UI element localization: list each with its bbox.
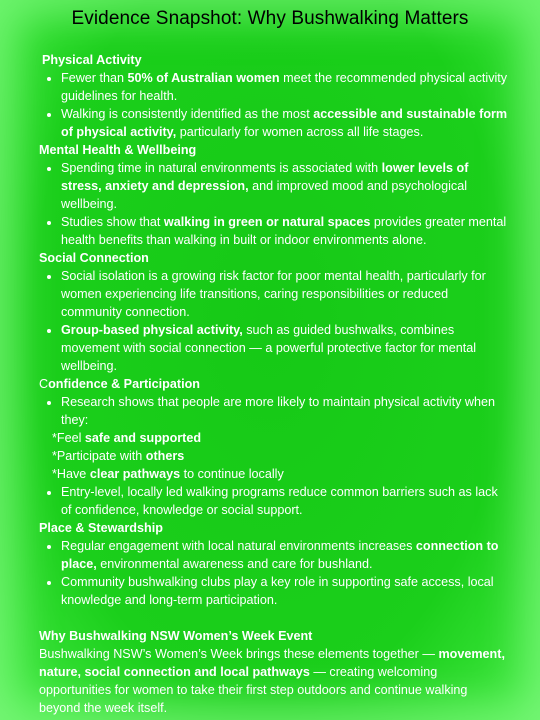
section-confidence-participation	[39, 375, 509, 519]
section-place-stewardship	[39, 519, 509, 609]
bullet-list	[39, 267, 509, 375]
section-heading: Why Bushwalking NSW Women’s Week Event	[39, 629, 313, 643]
list-item: • Research shows that people are more likely to maintain physical activity when they:	[61, 393, 509, 429]
list-item: • Walking is consistently identified as the most accessible and sustainable form of physical activity, particularly for women across all life stages.	[61, 105, 509, 141]
sub-item: *Have clear pathways to continue locally	[52, 467, 284, 481]
bullet-list	[39, 483, 509, 519]
section-heading: Mental Health & Wellbeing	[39, 143, 197, 157]
section-physical-activity	[39, 51, 509, 141]
section-heading: Social Connection	[39, 251, 149, 265]
spacer	[39, 609, 509, 627]
list-item: • Spending time in natural environments is associated with lower levels of stress, anxiety and depression, and improved mood and psychological wellbeing.	[61, 159, 509, 213]
sub-item: *Participate with others	[52, 449, 185, 463]
bullet-list	[39, 69, 509, 141]
section-heading: Confidence & Participation	[39, 377, 200, 391]
section-why-event	[39, 627, 509, 717]
section-heading: Place & Stewardship	[39, 521, 163, 535]
bullet-list	[39, 537, 509, 609]
why-paragraph: Bushwalking NSW’s Women’s Week brings these elements together — movement, nature, social connection and local pathways — creating welcoming opportunities for women to take their first step outdoors and continue walking beyond the week itself.	[39, 647, 505, 715]
list-item: • Fewer than 50% of Australian women meet the recommended physical activity guidelines for health.	[61, 69, 509, 105]
list-item: • Group-based physical activity, such as guided bushwalks, combines movement with social connection — a powerful protective factor for mental wellbeing.	[61, 321, 509, 375]
list-item: • Entry-level, locally led walking programs reduce common barriers such as lack of confidence, knowledge or social support.	[61, 483, 509, 519]
section-mental-health	[39, 141, 509, 249]
page-title: Evidence Snapshot: Why Bushwalking Matters	[71, 8, 469, 29]
list-item: • Community bushwalking clubs play a key role in supporting safe access, local knowledge and long-term participation.	[61, 573, 509, 609]
sub-item: *Feel safe and supported	[52, 431, 202, 445]
list-item: • Studies show that walking in green or natural spaces provides greater mental health benefits than walking in built or indoor environments alone.	[61, 213, 509, 249]
section-social-connection	[39, 249, 509, 375]
list-item: • Regular engagement with local natural environments increases connection to place, environmental awareness and care for bushland.	[61, 537, 509, 573]
section-heading: Physical Activity	[42, 53, 142, 67]
bullet-list	[39, 393, 509, 429]
list-item: • Social isolation is a growing risk factor for poor mental health, particularly for women experiencing life transitions, caring responsibilities or reduced community connection.	[61, 267, 509, 321]
bullet-list	[39, 159, 509, 249]
content-body	[39, 51, 509, 717]
